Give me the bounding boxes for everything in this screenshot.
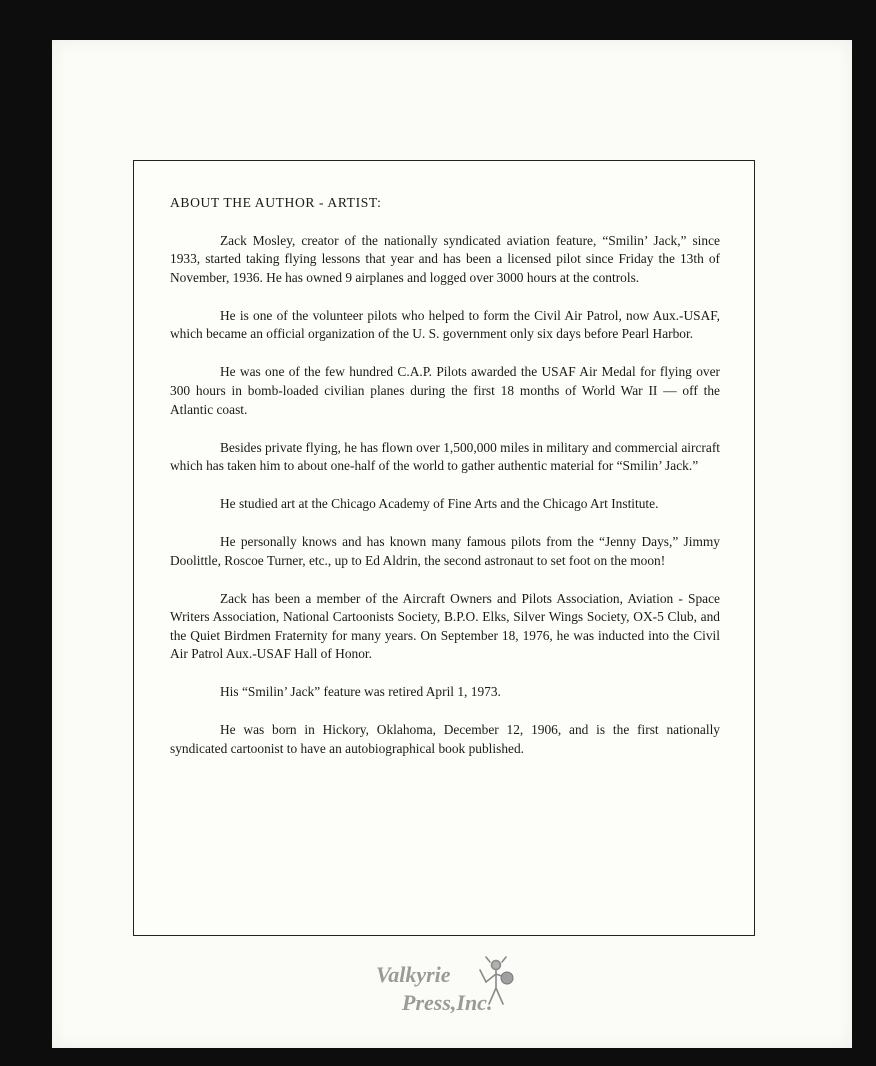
bio-text-block [170, 194, 720, 759]
bio-paragraph-9: He was born in Hickory, Oklahoma, December 12, 1906, and is the first nationally syndicated cartoonist to have an autobiographical book published. [170, 722, 720, 756]
publisher-logo [372, 956, 522, 1028]
bio-paragraph-3: He was one of the few hundred C.A.P. Pilots awarded the USAF Air Medal for flying over 300 hours in bomb-loaded civilian planes during the first 18 months of World War II — off the Atlantic coast. [170, 364, 720, 417]
bio-paragraph-6: He personally knows and has known many famous pilots from the “Jenny Days,” Jimmy Doolittle, Roscoe Turner, etc., up to Ed Aldrin, the second astronaut to set foot on the moon! [170, 534, 720, 568]
bio-paragraph-2: He is one of the volunteer pilots who helped to form the Civil Air Patrol, now Aux.-USAF, which became an official organization of the U. S. government only six days before Pearl Harbor. [170, 307, 720, 342]
bio-paragraph-7: Zack has been a member of the Aircraft Owners and Pilots Association, Aviation - Space Writers Association, National Cartoonists Society, B.P.O. Elks, Silver Wings Society, OX-5 Club, and the Quiet Birdmen Fraternity for many years. On September 18, 1976, he was inducted into the Civil Air Patrol Aux.-USAF Hall of Honor. [170, 590, 720, 662]
bio-paragraph-4: Besides private flying, he has flown over 1,500,000 miles in military and commercial aircraft which has taken him to about one-half of the world to gather authentic material for “Smilin’ Jack.” [170, 439, 720, 474]
bio-heading: ABOUT THE AUTHOR - ARTIST: [170, 195, 382, 210]
publisher-logo-line2: Press,Inc. [402, 990, 493, 1015]
publisher-logo-line1: Valkyrie [376, 962, 451, 987]
valkyrie-figure-icon [476, 956, 516, 1015]
bio-paragraph-1: Zack Mosley, creator of the nationally syndicated aviation feature, “Smilin’ Jack,” since 1933, started taking flying lessons that year and has been a licensed pilot since Friday the 13th of November, 1936. He has owned 9 airplanes and logged over 3000 hours at the controls. [170, 232, 720, 285]
bio-paragraph-5: He studied art at the Chicago Academy of Fine Arts and the Chicago Art Institute. [220, 496, 659, 512]
bio-paragraph-8: His “Smilin’ Jack” feature was retired April 1, 1973. [220, 684, 501, 700]
